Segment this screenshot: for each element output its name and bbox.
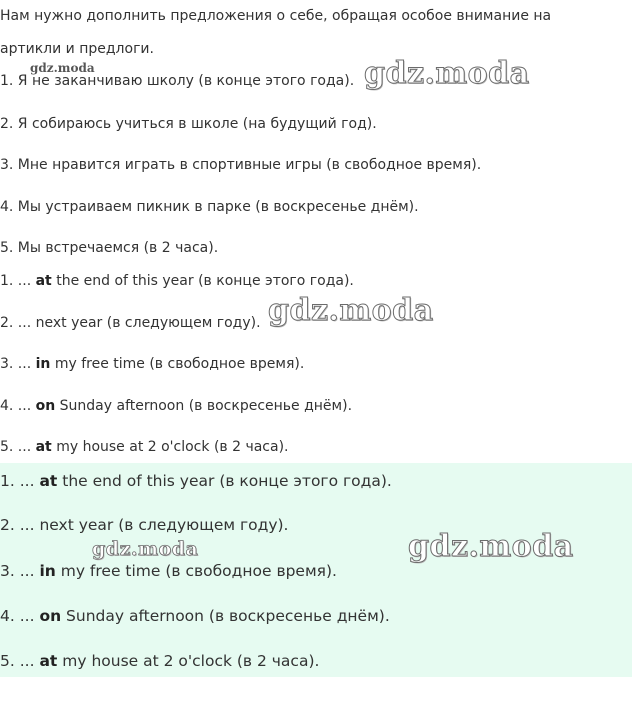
answer-b-1	[0, 472, 392, 490]
answer-preposition: at	[39, 652, 58, 670]
answer-prefix: 2. ...	[0, 315, 36, 331]
answer-prefix: 4. ...	[0, 398, 36, 414]
answer-prefix: 5. ...	[0, 439, 36, 455]
answer-preposition: at	[39, 472, 58, 490]
russian-sentence-3: 3. Мне нравится играть в спортивные игры (в свободное время).	[0, 157, 482, 173]
answer-b-2	[0, 516, 288, 534]
answer-preposition: in	[35, 356, 51, 372]
watermark-logo: gdz.moda	[408, 529, 574, 564]
answer-rest: my house at 2 o'clock (в 2 часа).	[57, 652, 320, 670]
answer-preposition: at	[35, 273, 52, 289]
russian-sentence-4: 4. Мы устраиваем пикник в парке (в воскресенье днём).	[0, 199, 419, 215]
answer-a-5	[0, 439, 289, 455]
answer-preposition: at	[35, 439, 52, 455]
answer-prefix: 2. ...	[0, 516, 40, 534]
russian-sentence-2: 2. Я собираюсь учиться в школе (на будущий год).	[0, 116, 377, 132]
answer-a-1	[0, 273, 354, 289]
russian-sentence-1: 1. Я не заканчиваю школу (в конце этого года).	[0, 73, 355, 89]
answer-rest: next year (в следующем году).	[35, 315, 261, 331]
watermark-logo: gdz.moda	[364, 56, 530, 91]
answer-rest: next year (в следующем году).	[39, 516, 289, 534]
answer-rest: Sunday afternoon (в воскресенье днём).	[61, 607, 390, 625]
answer-prefix: 3. ...	[0, 356, 36, 372]
answer-rest: the end of this year (в конце этого года).	[51, 273, 354, 289]
answer-rest: my house at 2 o'clock (в 2 часа).	[51, 439, 289, 455]
answer-prefix: 1. ...	[0, 273, 36, 289]
answer-prefix: 3. ...	[0, 562, 40, 580]
answer-rest: my free time (в свободное время).	[50, 356, 305, 372]
answer-b-5	[0, 652, 319, 670]
answer-preposition: on	[39, 607, 62, 625]
answer-a-4	[0, 398, 352, 414]
watermark-logo: gdz.moda	[30, 61, 95, 75]
answer-b-3	[0, 562, 337, 580]
watermark-logo: gdz.moda	[92, 538, 199, 560]
answer-rest: the end of this year (в конце этого года).	[57, 472, 392, 490]
watermark-logo: gdz.moda	[268, 293, 434, 328]
answer-preposition: on	[35, 398, 56, 414]
answer-prefix: 5. ...	[0, 652, 40, 670]
answer-b-4	[0, 607, 390, 625]
answer-a-3	[0, 356, 304, 372]
answer-rest: my free time (в свободное время).	[55, 562, 337, 580]
russian-sentence-5: 5. Мы встречаемся (в 2 часа).	[0, 240, 219, 256]
answer-a-2	[0, 315, 261, 331]
answer-rest: Sunday afternoon (в воскресенье днём).	[55, 398, 353, 414]
intro-line-2: артикли и предлоги.	[0, 41, 154, 57]
answer-prefix: 1. ...	[0, 472, 40, 490]
intro-line-1: Нам нужно дополнить предложения о себе, обращая особое внимание на	[0, 8, 552, 24]
answer-prefix: 4. ...	[0, 607, 40, 625]
answer-preposition: in	[39, 562, 56, 580]
